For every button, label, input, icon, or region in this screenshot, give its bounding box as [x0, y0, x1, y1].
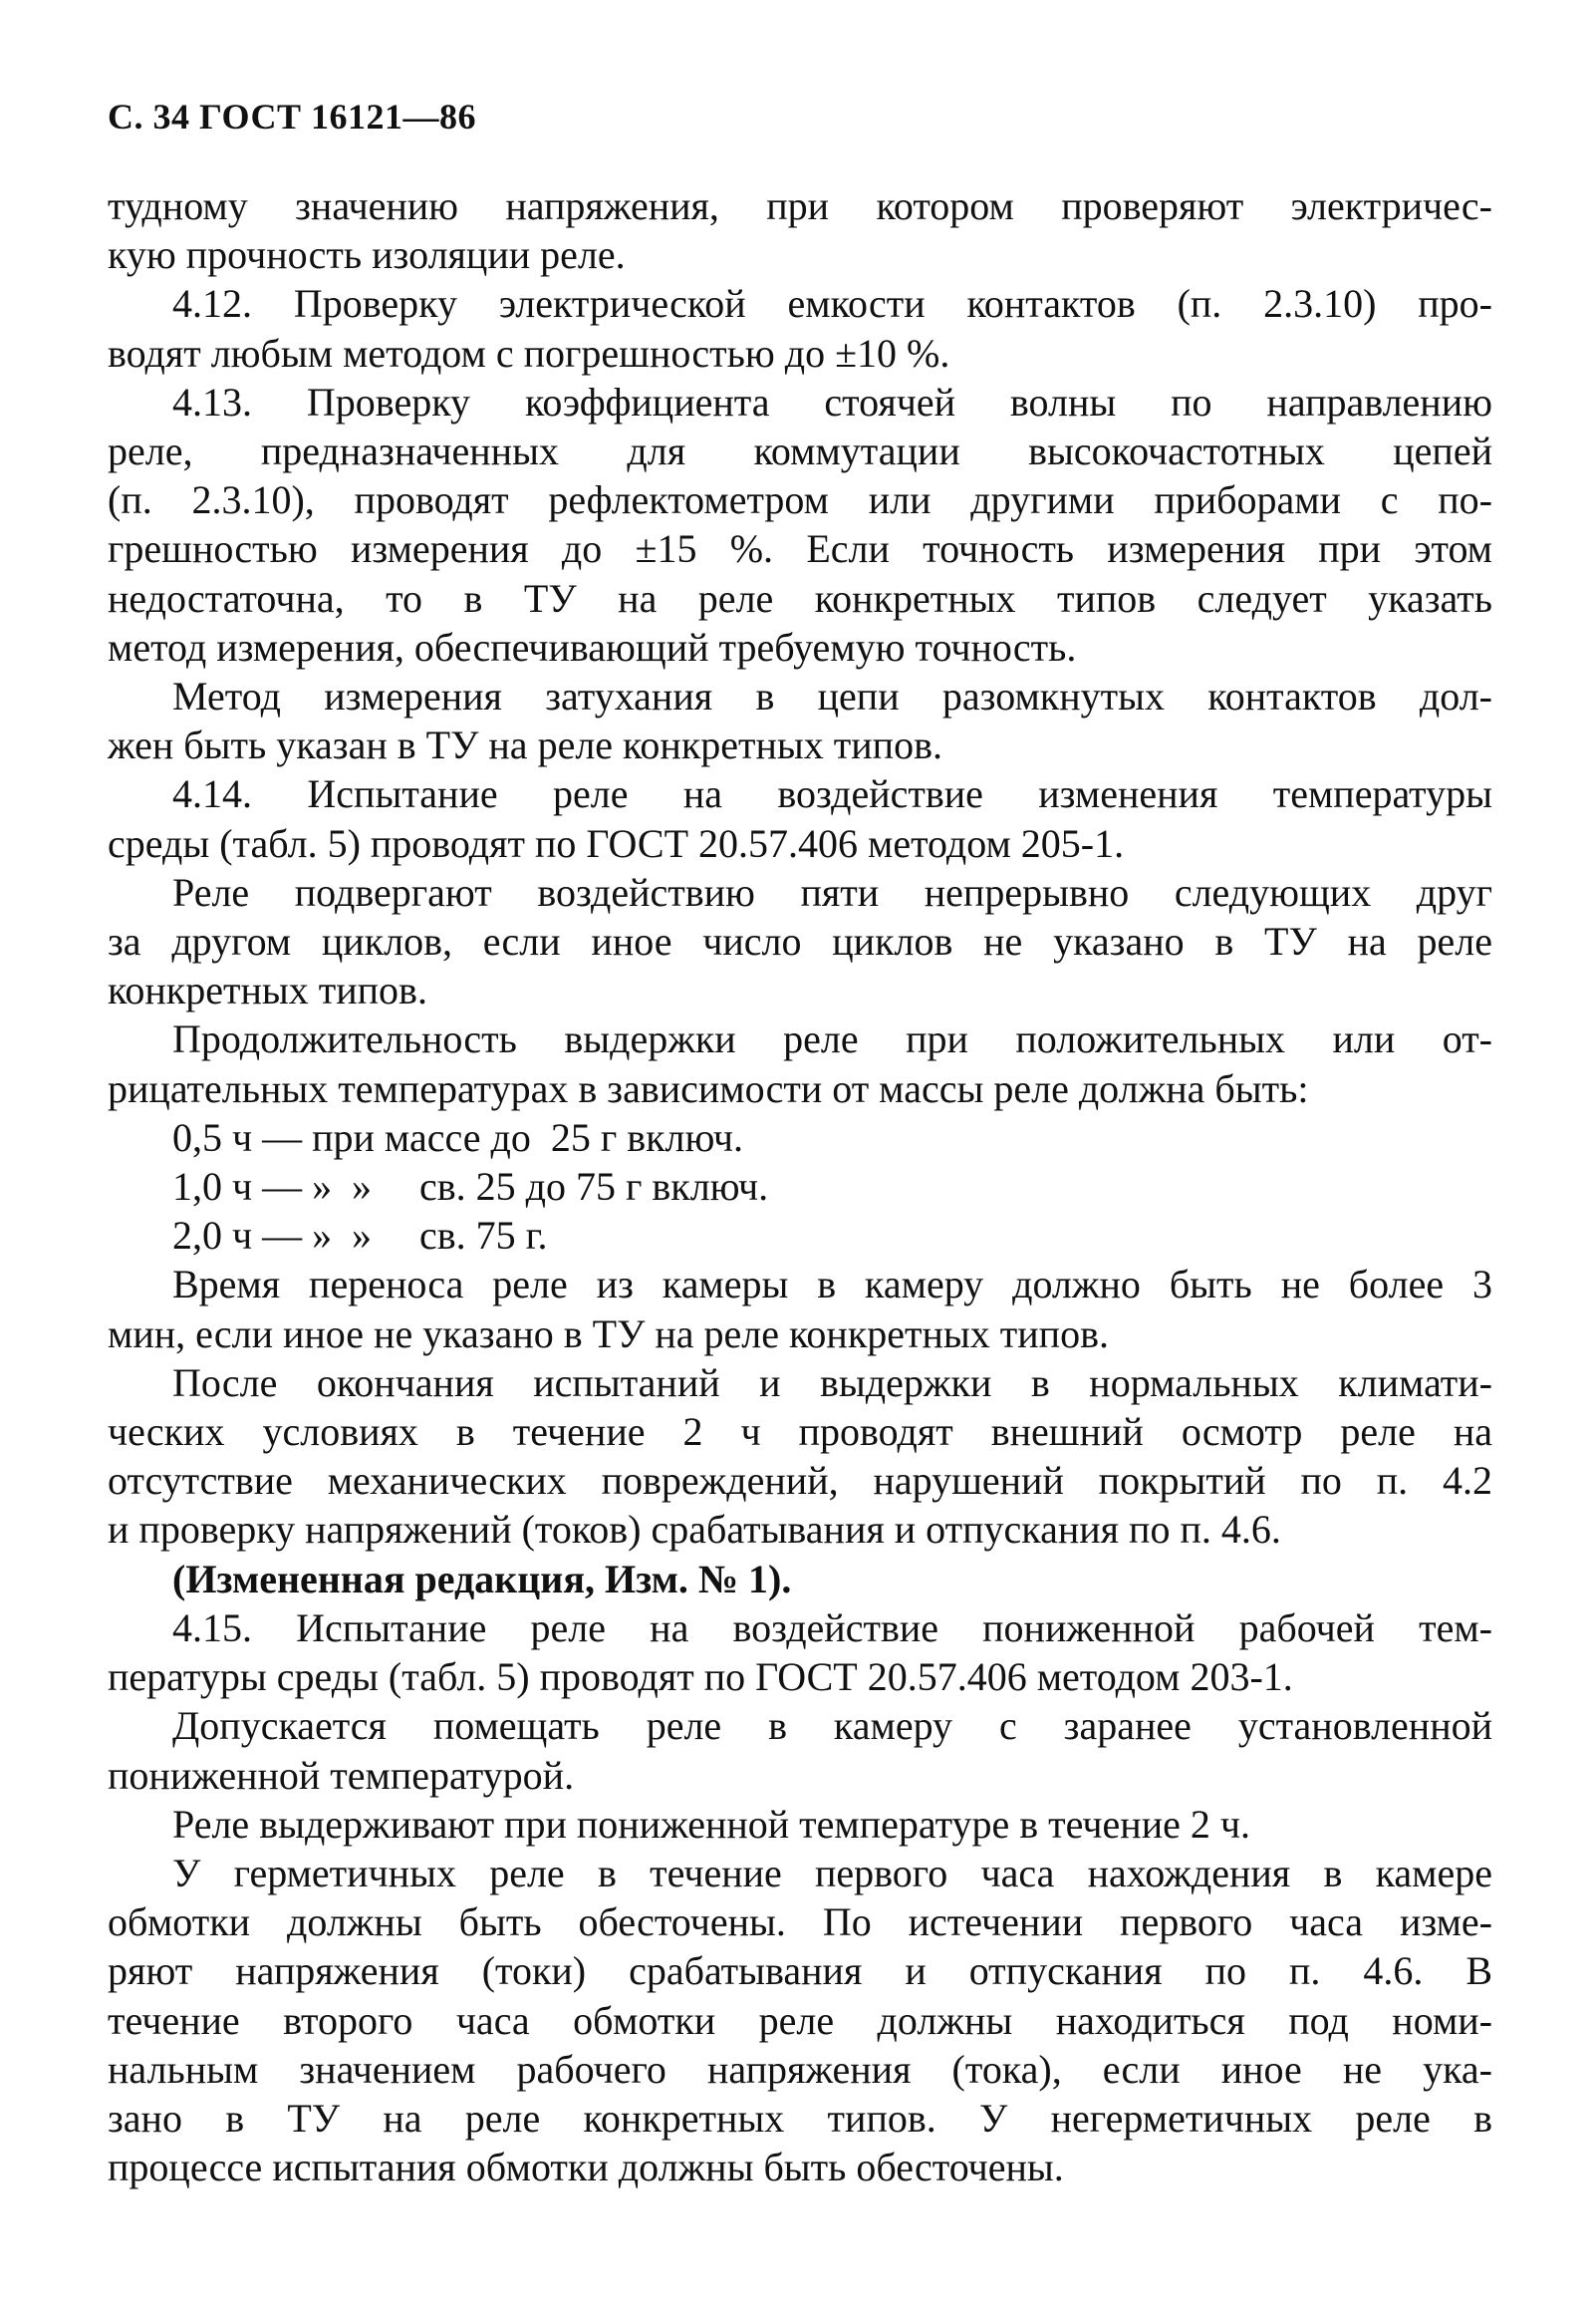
paragraph-transfer-time	[108, 1260, 1492, 1357]
text-line: течение второго часа обмотки реле должны находиться под номи-	[108, 1997, 1492, 2043]
paragraph-low-temp-hold	[108, 1800, 1492, 1849]
amendment-note	[108, 1555, 1492, 1603]
paragraph-continuation	[108, 181, 1492, 279]
mass-condition: 25 г включ.	[550, 1114, 743, 1160]
text-line: рицательных температурах в зависимости от массы реле должна быть:	[108, 1065, 1309, 1111]
paragraph-4-12	[108, 279, 1492, 377]
mass-list-row	[108, 1211, 1492, 1260]
paragraph-cycles	[108, 868, 1492, 1015]
text-line: конкретных типов.	[108, 968, 427, 1013]
text-line: Реле выдерживают при пониженной температуре в течение 2 ч.	[172, 1801, 1250, 1847]
paragraph-4-14	[108, 769, 1492, 867]
text-line: Продолжительность выдержки реле при положительных или от-	[172, 1016, 1492, 1062]
paragraph-attenuation-method	[108, 672, 1492, 769]
text-line: тудному значению напряжения, при котором проверяют электричес-	[108, 183, 1492, 228]
text-line: водят любым методом с погрешностью до ±10 %.	[108, 330, 950, 376]
text-line: 4.12. Проверку электрической емкости контактов (п. 2.3.10) про-	[172, 281, 1492, 327]
mass-condition: св. 25 до 75 г включ.	[419, 1164, 769, 1210]
paragraph-4-13	[108, 378, 1492, 672]
document-body	[108, 181, 1492, 2191]
text-line: отсутствие механических повреждений, нарушений покрытий по п. 4.2	[108, 1458, 1492, 1504]
text-line: и проверку напряжений (токов) срабатывания и отпускания по п. 4.6.	[108, 1507, 1281, 1553]
text-line: обмотки должны быть обесточены. По истечении первого часа изме-	[108, 1899, 1492, 1945]
text-line: Реле подвергают воздействию пяти непрерывно следующих друг	[172, 869, 1492, 915]
ditto-mark: »	[352, 1164, 372, 1210]
mass-condition: св. 75 г.	[419, 1213, 548, 1259]
text-line: нальным значением рабочего напряжения (тока), если иное не ука-	[108, 2046, 1492, 2092]
mass-duration-list	[108, 1113, 1492, 1261]
page-header: С. 34 ГОСТ 16121—86	[108, 97, 476, 137]
paragraph-holding-duration	[108, 1014, 1492, 1112]
text-line: ческих условиях в течение 2 ч проводят внешний осмотр реле на	[108, 1409, 1492, 1455]
text-line: за другом циклов, если иное число циклов не указано в ТУ на реле	[108, 919, 1492, 965]
mass-list-row	[108, 1162, 1492, 1211]
text-line: среды (табл. 5) проводят по ГОСТ 20.57.406 методом 205-1.	[108, 820, 1125, 866]
mass-list-row	[108, 1113, 1492, 1162]
text-line: Время переноса реле из камеры в камеру должно быть не более 3	[172, 1262, 1492, 1307]
mass-time: 1,0 ч — »	[172, 1164, 333, 1210]
text-line: 4.15. Испытание реле на воздействие пониженной рабочей тем-	[172, 1604, 1492, 1650]
mass-time: 0,5 ч — при массе до	[172, 1114, 531, 1160]
text-line: метод измерения, обеспечивающий требуемую точность.	[108, 624, 1077, 670]
text-line: процессе испытания обмотки должны быть обесточены.	[108, 2145, 1064, 2190]
mass-time: 2,0 ч — »	[172, 1213, 333, 1259]
text-line: 4.13. Проверку коэффициента стоячей волны по направлению	[172, 379, 1492, 425]
text-line: мин, если иное не указано в ТУ на реле конкретных типов.	[108, 1310, 1109, 1356]
paragraph-4-15	[108, 1603, 1492, 1701]
paragraph-after-test	[108, 1358, 1492, 1555]
text-line: зано в ТУ на реле конкретных типов. У негерметичных реле в	[108, 2095, 1492, 2141]
text-line: (п. 2.3.10), проводят рефлектометром или другими приборами с по-	[108, 477, 1492, 523]
text-line: жен быть указан в ТУ на реле конкретных типов.	[108, 722, 942, 768]
text-line: пониженной температурой.	[108, 1752, 575, 1798]
text-line: У герметичных реле в течение первого часа нахождения в камере	[172, 1850, 1492, 1895]
text-line: Метод измерения затухания в цепи разомкнутых контактов дол-	[172, 674, 1492, 720]
text-line: грешностью измерения до ±15 %. Если точность измерения при этом	[108, 526, 1492, 572]
text-line: Допускается помещать реле в камеру с заранее установленной	[172, 1703, 1492, 1749]
text-line: 4.14. Испытание реле на воздействие изменения температуры	[172, 771, 1492, 817]
amendment-text: (Измененная редакция, Изм. № 1).	[172, 1556, 792, 1601]
text-line: После окончания испытаний и выдержки в нормальных климати-	[172, 1359, 1492, 1405]
text-line: недостаточна, то в ТУ на реле конкретных типов следует указать	[108, 575, 1492, 621]
paragraph-preset-chamber	[108, 1701, 1492, 1799]
text-line: ряют напряжения (токи) срабатывания и отпускания по п. 4.6. В	[108, 1948, 1492, 1994]
ditto-mark: »	[352, 1213, 372, 1259]
text-line: реле, предназначенных для коммутации высокочастотных цепей	[108, 429, 1492, 474]
text-line: пературы среды (табл. 5) проводят по ГОСТ 20.57.406 методом 203-1.	[108, 1654, 1293, 1700]
paragraph-hermetic-relays	[108, 1849, 1492, 2191]
text-line: кую прочность изоляции реле.	[108, 232, 626, 278]
